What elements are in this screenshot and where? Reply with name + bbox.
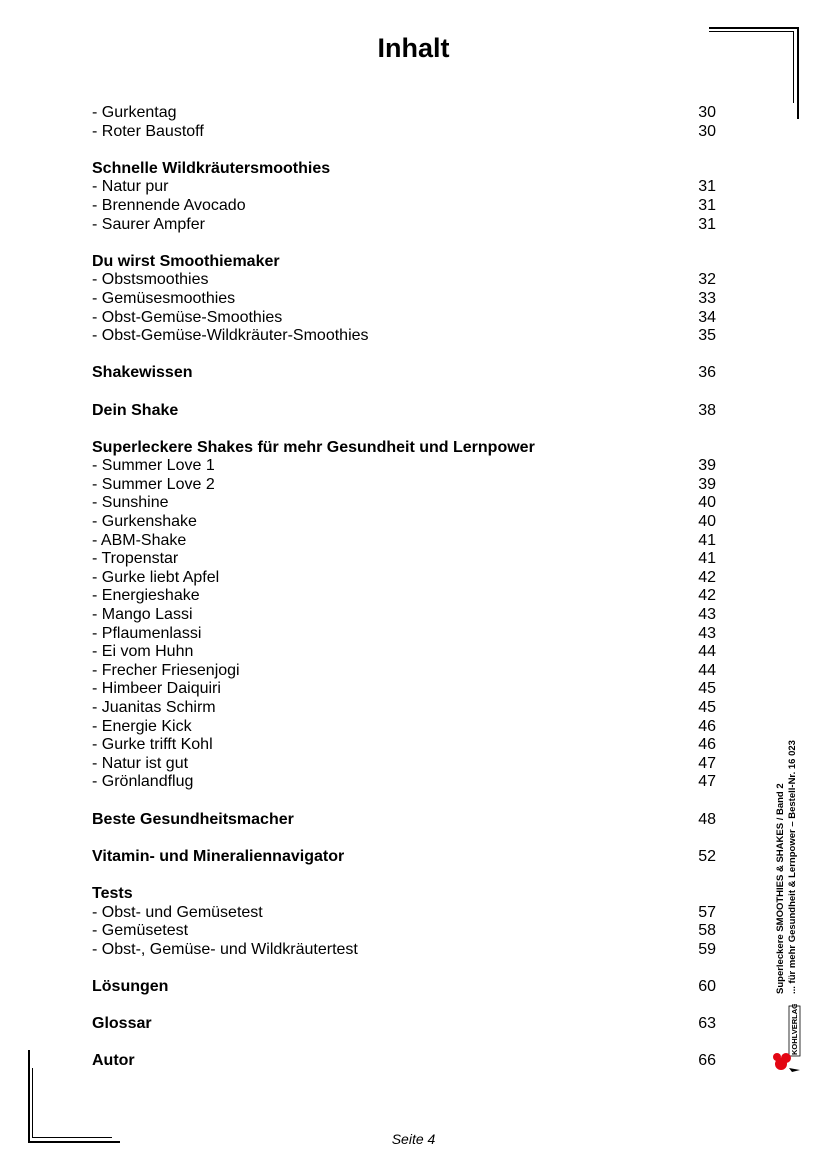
- toc-page-number: 33: [698, 289, 716, 307]
- toc-entry: [92, 680, 716, 699]
- toc-page-number: 63: [698, 1015, 716, 1033]
- side-note-line-2: ... für mehr Gesundheit & Lernpower – Bestell-Nr. 16 023: [787, 740, 798, 994]
- toc-entry-label: Superleckere Shakes für mehr Gesundheit und Lernpower: [92, 438, 535, 456]
- toc-page-number: 34: [698, 308, 716, 326]
- toc-entry-label: - ABM-Shake: [92, 531, 187, 549]
- toc-page-number: 40: [698, 513, 716, 531]
- toc-entry-label: - Gemüsetest: [92, 922, 189, 940]
- toc-page-number: 52: [698, 847, 716, 865]
- toc-section-heading: [92, 848, 716, 867]
- toc-entry: [92, 197, 716, 216]
- toc-page-number: 44: [698, 661, 716, 679]
- toc-entry-label: - Obst-, Gemüse- und Wildkräutertest: [92, 940, 358, 958]
- toc-entry-label: Tests: [92, 884, 133, 902]
- toc-spacer: [92, 1034, 716, 1053]
- toc-page-number: 45: [698, 699, 716, 716]
- toc-page-number: 45: [698, 680, 716, 698]
- toc-section-heading: [92, 1015, 716, 1034]
- toc-section-heading: [92, 402, 716, 421]
- toc-spacer: [92, 383, 716, 402]
- toc-entry: [92, 309, 716, 328]
- toc-page-number: 42: [698, 568, 716, 586]
- toc-entry-label: - Frecher Friesenjogi: [92, 661, 240, 679]
- toc-page-number: 36: [698, 364, 716, 382]
- toc-entry: [92, 494, 716, 513]
- toc-entry: [92, 290, 716, 309]
- toc-page-number: 43: [698, 624, 716, 642]
- toc-spacer: [92, 234, 716, 253]
- toc-entry-label: - Obst-Gemüse-Wildkräuter-Smoothies: [92, 327, 369, 345]
- toc-entry: [92, 699, 716, 718]
- toc-page-number: 31: [698, 215, 716, 233]
- toc-entry-label: - Summer Love 1: [92, 457, 215, 475]
- toc-page-number: 47: [698, 754, 716, 772]
- toc-spacer: [92, 997, 716, 1016]
- toc-entry: [92, 922, 716, 941]
- toc-entry: [92, 587, 716, 606]
- toc-entry-label: - Natur ist gut: [92, 754, 189, 772]
- toc-page-number: 57: [698, 903, 716, 921]
- toc-entry: [92, 643, 716, 662]
- toc-entry-label: - Gemüsesmoothies: [92, 289, 236, 307]
- toc-entry-label: Beste Gesundheitsmacher: [92, 810, 294, 828]
- toc-entry-label: - Ei vom Huhn: [92, 643, 194, 661]
- toc-entry: [92, 904, 716, 923]
- page-number-footer: Seite 4: [391, 1131, 436, 1147]
- toc-page-number: 46: [698, 717, 716, 735]
- toc-page-number: 39: [698, 475, 716, 493]
- toc-entry: [92, 457, 716, 476]
- toc-page-number: 31: [698, 178, 716, 196]
- toc-entry: [92, 327, 716, 346]
- toc-entry: [92, 773, 716, 792]
- toc-entry: [92, 569, 716, 588]
- toc-page-number: 41: [698, 550, 716, 568]
- toc-page-number: 59: [698, 940, 716, 958]
- toc-entry-label: - Obstsmoothies: [92, 271, 209, 289]
- kohl-verlag-logo: [772, 1004, 806, 1076]
- toc-entry: [92, 941, 716, 960]
- toc-spacer: [92, 141, 716, 160]
- logo-text: KOHLVERLAG: [790, 1004, 799, 1055]
- toc-section-heading: [92, 811, 716, 830]
- toc-entry-label: - Obst-Gemüse-Smoothies: [92, 308, 283, 326]
- toc-entry-label: - Pflaumenlassi: [92, 624, 202, 642]
- toc-entry-label: Autor: [92, 1052, 135, 1070]
- toc-section-heading: [92, 364, 716, 383]
- toc-page-number: 39: [698, 457, 716, 475]
- toc-entry-label: - Energie Kick: [92, 717, 192, 735]
- toc-entry: [92, 718, 716, 737]
- toc-entry: [92, 606, 716, 625]
- toc-entry-label: - Roter Baustoff: [92, 122, 204, 140]
- toc-entry-label: Dein Shake: [92, 401, 179, 419]
- toc-entry: [92, 755, 716, 774]
- kohl-verlag-logo-icon: [772, 1004, 806, 1076]
- toc-page-number: 41: [698, 531, 716, 549]
- toc-entry: [92, 216, 716, 235]
- toc-spacer: [92, 792, 716, 811]
- toc-entry-label: Shakewissen: [92, 364, 193, 382]
- toc-spacer: [92, 829, 716, 848]
- toc-page-number: 44: [698, 643, 716, 661]
- toc-page-number: 43: [698, 606, 716, 624]
- toc-entry-label: - Grönlandflug: [92, 773, 194, 791]
- toc-entry: [92, 123, 716, 142]
- toc-spacer: [92, 346, 716, 365]
- toc-entry-label: Vitamin- und Mineraliennavigator: [92, 847, 345, 865]
- toc-page-number: 30: [698, 104, 716, 121]
- toc-entry: [92, 550, 716, 569]
- toc-entry: [92, 662, 716, 681]
- toc-entry: [92, 271, 716, 290]
- side-publication-note: [775, 740, 805, 994]
- toc-page-number: 32: [698, 271, 716, 289]
- toc-entry-label: - Sunshine: [92, 494, 169, 512]
- toc-spacer: [92, 866, 716, 885]
- toc-section-heading: [92, 253, 716, 272]
- toc-page-number: 66: [698, 1052, 716, 1070]
- toc-entry: [92, 736, 716, 755]
- toc-entry-label: Glossar: [92, 1015, 152, 1033]
- toc-entry-label: - Gurkentag: [92, 104, 177, 121]
- toc-entry-label: - Natur pur: [92, 178, 169, 196]
- toc-section-heading: [92, 160, 716, 179]
- toc-entry: [92, 104, 716, 123]
- toc-entry-label: - Summer Love 2: [92, 475, 215, 493]
- toc-entry-label: - Mango Lassi: [92, 606, 193, 624]
- toc-entry-label: - Saurer Ampfer: [92, 215, 205, 233]
- toc-entry-label: - Obst- und Gemüsetest: [92, 903, 263, 921]
- toc-section-heading: [92, 885, 716, 904]
- toc-page-number: 47: [698, 773, 716, 791]
- side-note-line-1: Superleckere SMOOTHIES & SHAKES / Band 2: [775, 783, 786, 994]
- toc-entry-label: Schnelle Wildkräutersmoothies: [92, 159, 331, 177]
- toc-entry-label: - Brennende Avocado: [92, 196, 246, 214]
- toc-entry: [92, 532, 716, 551]
- toc-entry-label: - Energieshake: [92, 587, 200, 605]
- page-title: Inhalt: [377, 33, 450, 63]
- toc-section-heading: [92, 1052, 716, 1071]
- toc-entry-label: - Gurke trifft Kohl: [92, 736, 213, 754]
- toc-page-number: 35: [698, 327, 716, 345]
- toc-page-number: 31: [698, 196, 716, 214]
- toc-entry: [92, 513, 716, 532]
- toc-entry-label: - Gurkenshake: [92, 513, 197, 531]
- toc-entry: [92, 476, 716, 495]
- toc-page-number: 30: [698, 122, 716, 140]
- toc-entry-label: - Tropenstar: [92, 550, 179, 568]
- toc-section-heading: [92, 978, 716, 997]
- toc-page-number: 42: [698, 587, 716, 605]
- toc-entry-label: Du wirst Smoothiemaker: [92, 252, 280, 270]
- toc-page-number: 46: [698, 736, 716, 754]
- toc-spacer: [92, 420, 716, 439]
- toc-entry-label: - Himbeer Daiquiri: [92, 680, 221, 698]
- toc-entry-label: Lösungen: [92, 977, 169, 995]
- toc-entry: [92, 625, 716, 644]
- toc-page-number: 48: [698, 810, 716, 828]
- toc-spacer: [92, 959, 716, 978]
- toc-page-number: 58: [698, 922, 716, 940]
- toc-page-number: 60: [698, 977, 716, 995]
- toc-entry-label: - Gurke liebt Apfel: [92, 568, 220, 586]
- toc-section-heading: [92, 439, 716, 458]
- toc-entry: [92, 178, 716, 197]
- toc-page-number: 40: [698, 494, 716, 512]
- table-of-contents: [92, 104, 716, 1071]
- toc-page-number: 38: [698, 401, 716, 419]
- toc-entry-label: - Juanitas Schirm: [92, 699, 216, 716]
